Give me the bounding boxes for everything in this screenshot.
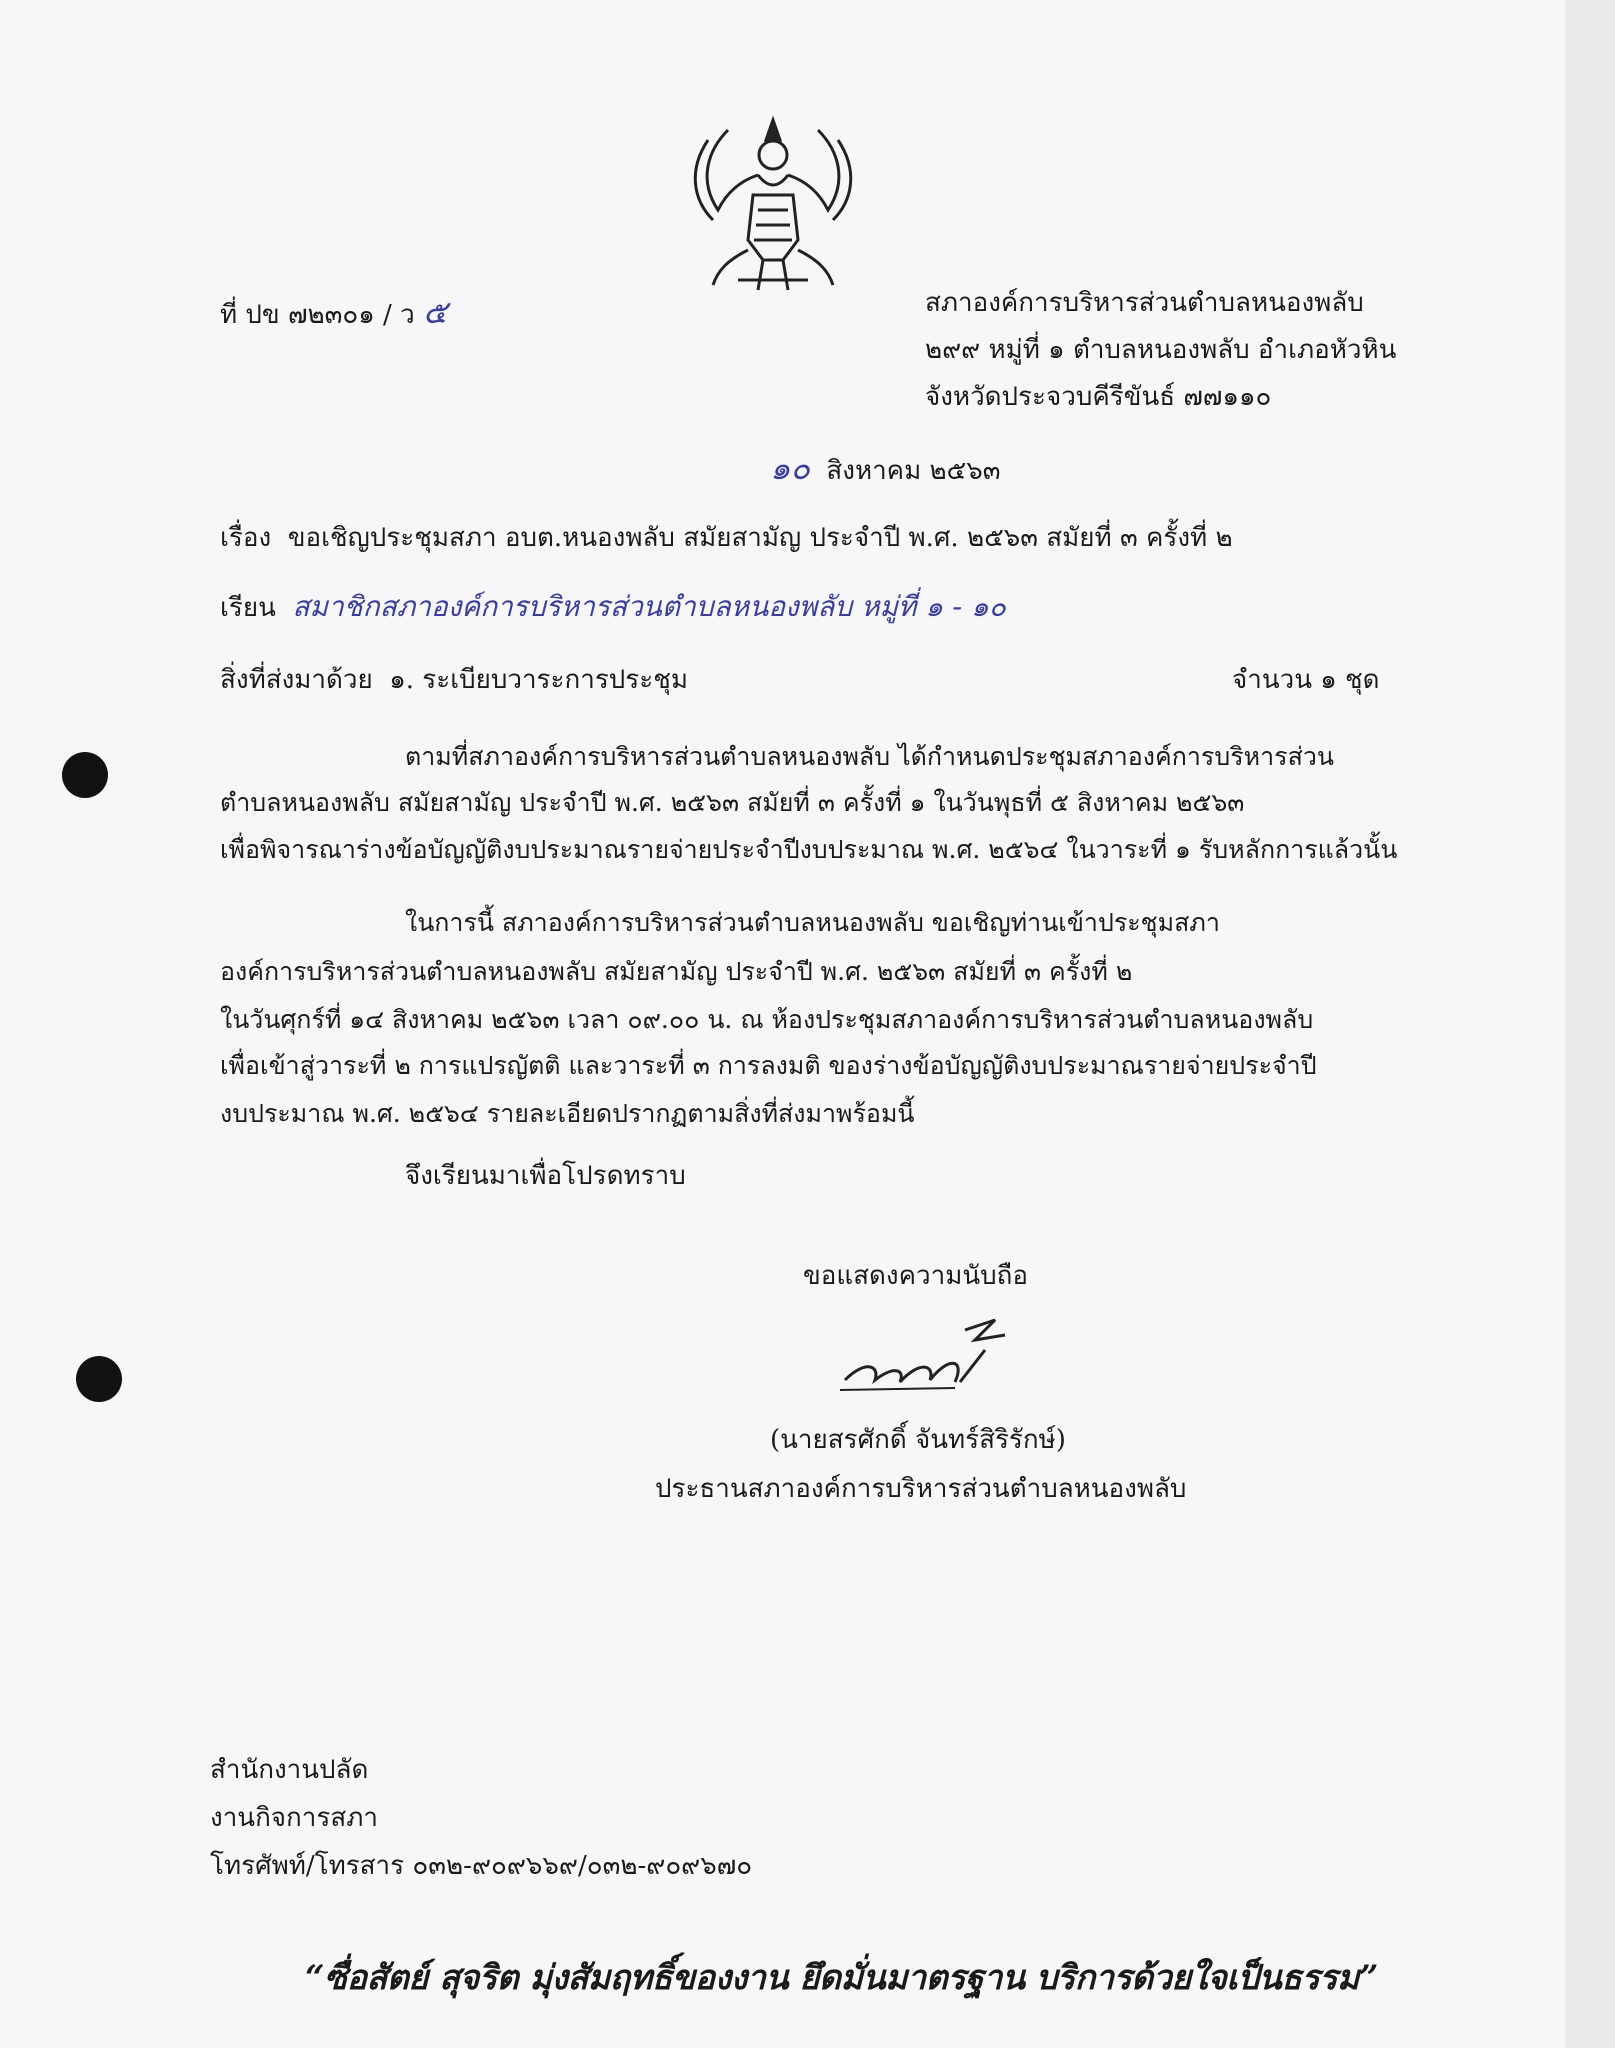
enclosure-label: สิ่งที่ส่งมาด้วย — [220, 665, 373, 695]
signer-name: (นายสรศักดิ์ จันทร์สิริรักษ์) — [770, 1425, 1066, 1455]
reference-number: ที่ ปข ๗๒๓๐๑ / ว ๕ — [220, 293, 448, 331]
punch-hole-top — [62, 752, 108, 798]
subject-label: เรื่อง — [220, 523, 272, 553]
date-day-handwritten: ๑๐ — [770, 449, 810, 487]
paper-edge — [1565, 0, 1615, 2048]
paragraph2-line4: เพื่อเข้าสู่วาระที่ ๒ การแปรญัตติ และวาระที่ ๓ การลงมติ ของร่างข้อบัญญัติงบประมาณรายจ่ายประจำปี — [220, 1051, 1317, 1080]
regards: ขอแสดงความนับถือ — [803, 1261, 1028, 1291]
sender-address-line1: ๒๙๙ หมู่ที่ ๑ ตำบลหนองพลับ อำเภอหัวหิน — [925, 335, 1397, 365]
office-phone: โทรศัพท์/โทรสาร ๐๓๒-๙๐๙๖๖๙/๐๓๒-๙๐๙๖๗๐ — [210, 1851, 753, 1881]
recipient-handwritten: สมาชิกสภาองค์การบริหารส่วนตำบลหนองพลับ หมู่ที่ ๑ - ๑๐ — [292, 590, 1006, 623]
handwritten-signature — [835, 1310, 1035, 1400]
organization-motto: “ซื่อสัตย์ สุจริต มุ่งสัมฤทธิ์ของงาน ยึดมั่นมาตรฐาน บริการด้วยใจเป็นธรรม” — [305, 1958, 1378, 1998]
signer-title: ประธานสภาองค์การบริหารส่วนตำบลหนองพลับ — [655, 1474, 1187, 1504]
sender-organization: สภาองค์การบริหารส่วนตำบลหนองพลับ — [925, 288, 1364, 318]
paragraph2-line5: งบประมาณ พ.ศ. ๒๕๖๔ รายละเอียดปรากฏตามสิ่งที่ส่งมาพร้อมนี้ — [220, 1099, 915, 1128]
subject-line — [220, 525, 1233, 551]
enclosure-line — [220, 667, 688, 693]
sender-address-line2: จังหวัดประจวบคีรีขันธ์ ๗๗๑๑๐ — [925, 382, 1272, 412]
paragraph2-line2: องค์การบริหารส่วนตำบลหนองพลับ สมัยสามัญ ประจำปี พ.ศ. ๒๕๖๓ สมัยที่ ๓ ครั้งที่ ๒ — [220, 957, 1133, 986]
garuda-emblem-icon — [668, 100, 878, 300]
office-section: งานกิจการสภา — [210, 1803, 378, 1833]
reference-handwritten: ๕ — [422, 293, 448, 331]
paragraph1-line1: ตามที่สภาองค์การบริหารส่วนตำบลหนองพลับ ได้กำหนดประชุมสภาองค์การบริหารส่วน — [405, 742, 1334, 771]
recipient-line — [220, 590, 1006, 623]
subject-text: ขอเชิญประชุมสภา อบต.หนองพลับ สมัยสามัญ ประจำปี พ.ศ. ๒๕๖๓ สมัยที่ ๓ ครั้งที่ ๒ — [287, 523, 1233, 553]
enclosure-quantity: จำนวน ๑ ชุด — [1232, 665, 1380, 695]
letter-date: ๑๐ สิงหาคม ๒๕๖๓ — [770, 449, 1001, 487]
paragraph1-line3: เพื่อพิจารณาร่างข้อบัญญัติงบประมาณรายจ่ายประจำปีงบประมาณ พ.ศ. ๒๕๖๔ ในวาระที่ ๑ รับหลักการแล้วนั้น — [220, 835, 1398, 864]
paragraph2-line1: ในการนี้ สภาองค์การบริหารส่วนตำบลหนองพลับ ขอเชิญท่านเข้าประชุมสภา — [405, 908, 1220, 937]
office-name: สำนักงานปลัด — [210, 1755, 369, 1785]
punch-hole-bottom — [76, 1356, 122, 1402]
enclosure-item: ๑. ระเบียบวาระการประชุม — [389, 665, 689, 695]
paragraph2-line3: ในวันศุกร์ที่ ๑๔ สิงหาคม ๒๕๖๓ เวลา ๐๙.๐๐ น. ณ ห้องประชุมสภาองค์การบริหารส่วนตำบลหนองพลับ — [220, 1005, 1314, 1034]
closing-line: จึงเรียนมาเพื่อโปรดทราบ — [405, 1161, 686, 1191]
paragraph1-line2: ตำบลหนองพลับ สมัยสามัญ ประจำปี พ.ศ. ๒๕๖๓ สมัยที่ ๓ ครั้งที่ ๑ ในวันพุธที่ ๕ สิงหาคม ๒๕๖๓ — [220, 788, 1245, 817]
recipient-label: เรียน — [220, 593, 276, 623]
